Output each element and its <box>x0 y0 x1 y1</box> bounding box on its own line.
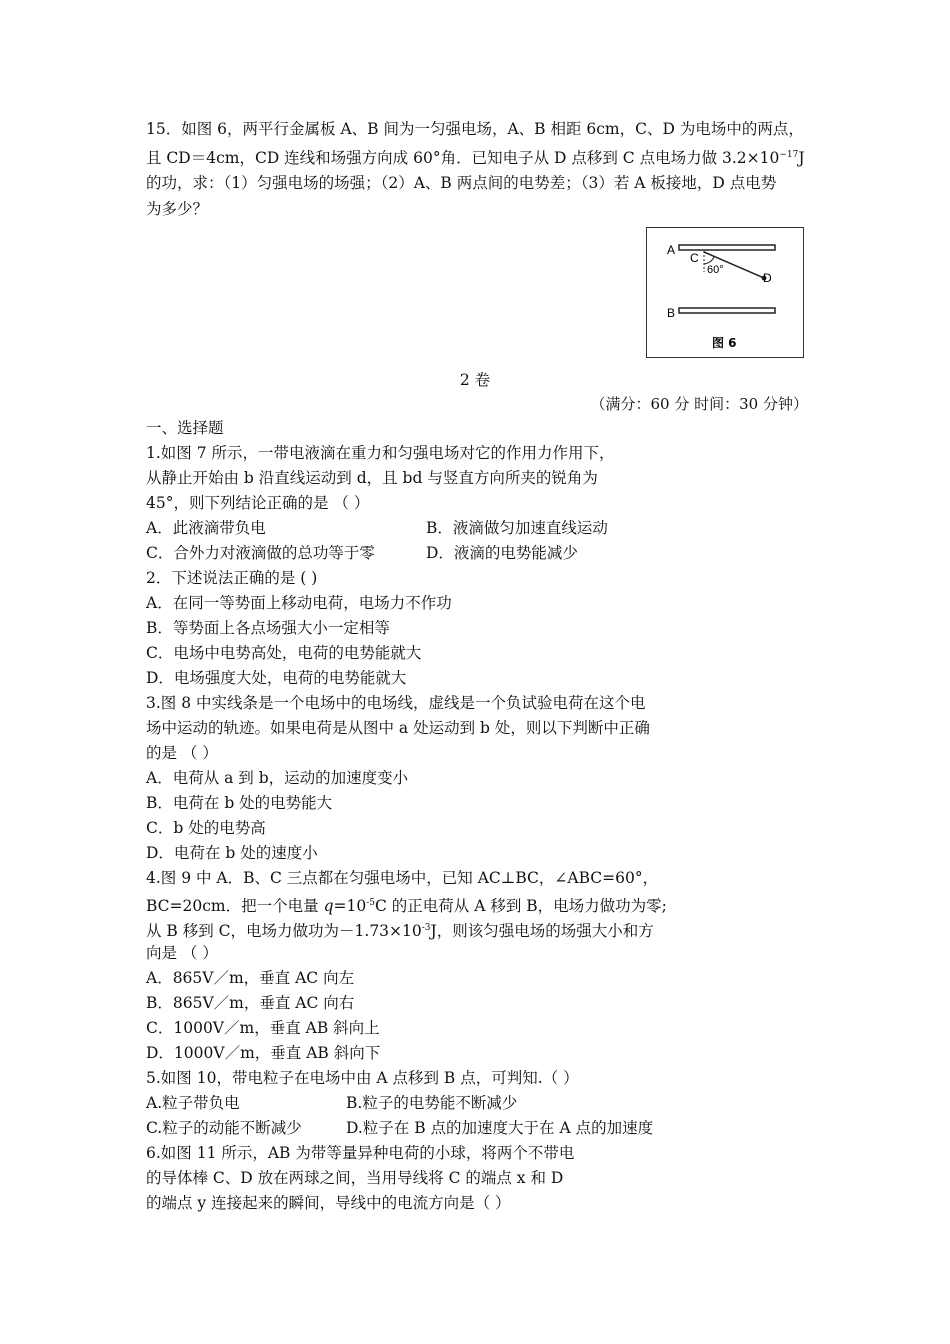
q2-option-b: B．等势面上各点场强大小一定相等 <box>146 619 390 637</box>
section-title: 一、选择题 <box>146 419 224 437</box>
q4-option-d: D．1000V／m，垂直 AB 斜向下 <box>146 1044 381 1062</box>
volume-title: 2 卷 <box>459 371 491 389</box>
q1-line-2: 从静止开始由 b 沿直线运动到 d，且 bd 与竖直方向所夹的锐角为 <box>146 469 598 487</box>
figure-6 <box>646 227 804 358</box>
q3-line-3: 的是 （ ） <box>146 744 218 762</box>
q15-exponent: −17 <box>779 149 799 160</box>
label-b: B <box>667 306 676 320</box>
q15-line-4: 为多少？ <box>146 199 209 218</box>
q5-option-c: C.粒子的动能不断减少 <box>146 1119 302 1137</box>
q1-option-a: A．此液滴带负电 <box>146 519 266 537</box>
volume-meta: （满分：60 分 时间：30 分钟） <box>590 395 808 413</box>
label-angle: 60° <box>707 264 724 276</box>
q5-options-ab <box>146 1091 706 1116</box>
q5-options-cd <box>146 1116 706 1141</box>
q6-line-1: 6.如图 11 所示，AB 为带等量异种电荷的小球，将两个不带电 <box>146 1144 575 1162</box>
label-a: A <box>667 243 676 257</box>
q4-charge-exponent: -5 <box>366 898 375 908</box>
q4-line-1: 4.图 9 中 A．B、C 三点都在匀强电场中，已知 AC⊥BC，∠ABC=60°， <box>146 869 659 887</box>
q3-line-1: 3.图 8 中实线条是一个电场中的电场线，虚线是一个负试验电荷在这个电 <box>146 694 646 712</box>
q2-stem: 2．下述说法正确的是 ( ) <box>146 569 318 587</box>
q2-option-a: A．在同一等势面上移动电荷，电场力不作功 <box>146 594 452 612</box>
q2-option-d: D．电场强度大处，电荷的电势能就大 <box>146 669 407 687</box>
q4-line-2-pre: BC=20cm．把一个电量 <box>146 897 324 915</box>
q3-option-a: A．电荷从 a 到 b，运动的加速度变小 <box>146 769 409 787</box>
angle-arc <box>704 257 714 264</box>
q15-line-2 <box>146 143 808 172</box>
question-15 <box>146 117 808 222</box>
q6-line-3: 的端点 y 连接起来的瞬间，导线中的电流方向是（ ） <box>146 1194 511 1212</box>
q2-option-c: C．电场中电势高处，电荷的电势能就大 <box>146 644 422 662</box>
q1-option-c: C．合外力对液滴做的总功等于零 <box>146 544 375 562</box>
q15-line-1: 15．如图 6，两平行金属板 A、B 间为一匀强电场，A、B 相距 6cm，C、D 为电场中的两点， <box>146 120 804 138</box>
q4-charge-eq: =10 <box>333 897 367 915</box>
q3-option-d: D．电荷在 b 处的速度小 <box>146 844 318 862</box>
q4-option-b: B．865V／m，垂直 AC 向右 <box>146 994 355 1012</box>
figure-6-diagram <box>647 228 803 357</box>
q15-line-2-text: 且 CD＝4cm，CD 连线和场强方向成 60°角．已知电子从 D 点移到 C 点电场力做 3.2×10 <box>146 148 780 167</box>
q1-options-cd <box>146 541 706 566</box>
q4-work-exponent: -3 <box>421 923 431 933</box>
q6-line-2: 的导体棒 C、D 放在两球之间，当用导线将 C 的端点 x 和 D <box>146 1169 564 1187</box>
q4-line-2 <box>146 891 706 916</box>
q3-option-b: B．电荷在 b 处的电势能大 <box>146 794 333 812</box>
q1-option-b: B．液滴做匀加速直线运动 <box>426 519 608 537</box>
q15-line-3: 的功，求：（1）匀强电场的场强；（2）A、B 两点间的电势差；（3）若 A 板接地，D 点电势 <box>146 174 777 192</box>
q5-option-b: B.粒子的电势能不断减少 <box>346 1094 518 1112</box>
figure-6-caption: 图 6 <box>712 336 737 350</box>
label-c: C <box>690 251 699 265</box>
q4-line-4: 向是 （ ） <box>146 944 218 962</box>
q3-line-2: 场中运动的轨迹。如果电荷是从图中 a 处运动到 b 处，则以下判断中正确 <box>146 719 650 737</box>
q4-charge-symbol: q <box>323 897 334 915</box>
q4-option-a: A．865V／m，垂直 AC 向左 <box>146 969 355 987</box>
q1-options-ab <box>146 516 706 541</box>
q4-option-c: C．1000V／m，垂直 AB 斜向上 <box>146 1019 380 1037</box>
q1-line-3: 45°，则下列结论正确的是 （ ） <box>146 494 370 512</box>
question-body <box>146 416 706 1216</box>
q5-option-a: A.粒子带负电 <box>146 1094 240 1112</box>
q15-unit: J <box>798 148 805 167</box>
q4-line-3 <box>146 916 706 941</box>
q4-line-3-pre: 从 B 移到 C，电场力做功为－1.73×10 <box>146 922 422 940</box>
q1-option-d: D．液滴的电势能减少 <box>426 544 578 562</box>
label-d: D <box>763 271 772 285</box>
plate-a <box>679 245 775 250</box>
q4-line-2-post: C 的正电荷从 A 移到 B，电场力做功为零; <box>375 897 667 915</box>
plate-b <box>679 308 775 313</box>
q5-option-d: D.粒子在 B 点的加速度大于在 A 点的加速度 <box>346 1119 654 1137</box>
q1-line-1: 1.如图 7 所示，一带电液滴在重力和匀强电场对它的作用力作用下， <box>146 444 615 462</box>
q4-line-3-post: J，则该匀强电场的场强大小和方 <box>430 922 654 940</box>
q3-option-c: C．b 处的电势高 <box>146 819 266 837</box>
q5-stem: 5.如图 10，带电粒子在电场中由 A 点移到 B 点，可判知.（ ） <box>146 1069 579 1087</box>
